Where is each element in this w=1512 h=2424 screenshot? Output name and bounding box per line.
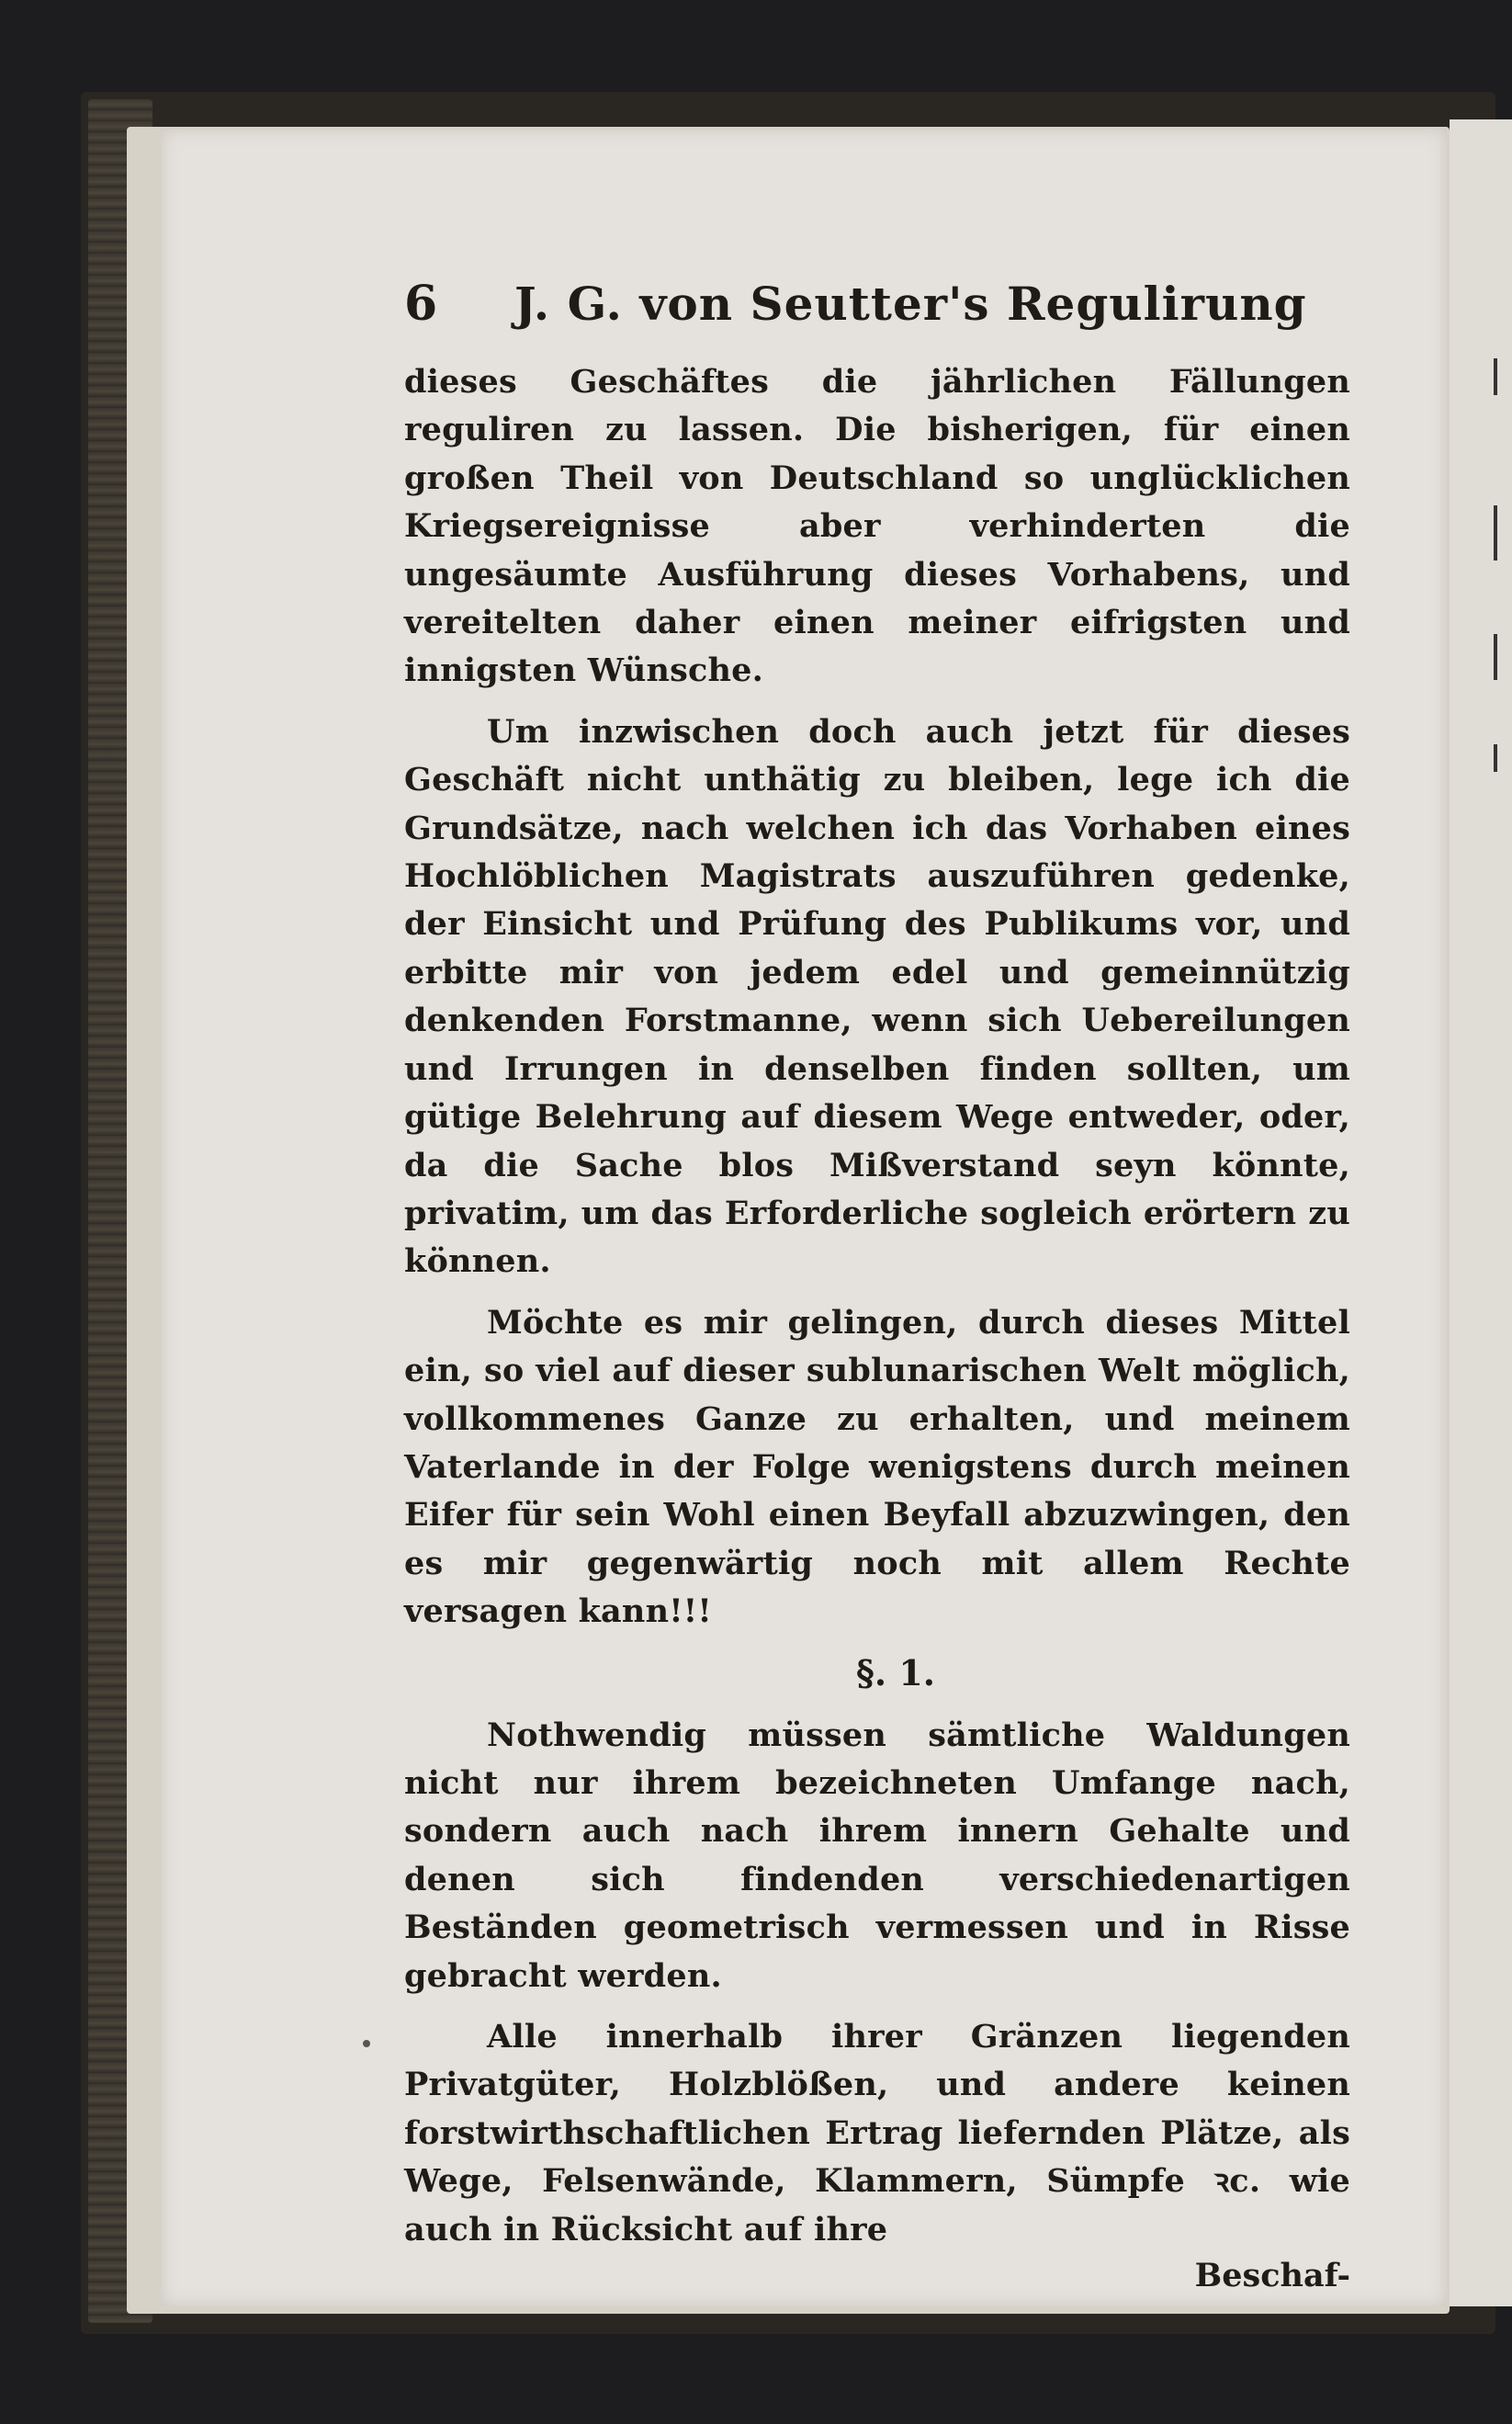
running-head: J. G. von Seutter's Regulirung xyxy=(514,277,1307,331)
section-heading: §. 1. xyxy=(855,1651,935,1693)
paragraph-2: Um inzwischen doch auch jetzt für dieses Geschäft nicht unthätig zu bleiben, lege ich die Grundsätze, nach welchen ich das Vorhaben eines Hochlöblichen Magistrats auszuführen gedenke, der Einsicht und Prüfung des Publikums vor, und erbitte mir von jedem edel und gemeinnützig denkenden Forstmanne, wenn sich Uebereilungen und Irrungen in denselben finden sollten, um gütige Belehrung auf diesem Wege entweder, oder, da die Sache blos Mißverstand seyn könnte, privatim, um das Erforderliche sogleich erörtern zu können. xyxy=(404,712,1350,1281)
paragraph-3: Möchte es mir gelingen, durch dieses Mittel ein, so viel auf dieser sublunarischen Welt möglich, vollkommenes Ganze zu erhalten, und meinem Vaterlande in der Folge wenigstens durch meinen Eifer für sein Wohl einen Beyfall abzuzwingen, den es mir gegenwärtig noch mit allem Rechte versagen kann!!! xyxy=(404,1303,1350,1631)
paragraph-5: Alle innerhalb ihrer Gränzen liegenden Privatgüter, Holzblößen, und andere keinen forstwirthschaftlichen Ertrag liefernden Plätze, als Wege, Felsenwände, Klammern, Sümpfe ꝛc. wie auch in Rücksicht auf ihre xyxy=(404,2018,1350,2248)
ink-speck xyxy=(363,2040,370,2047)
page-header xyxy=(404,276,1350,358)
facing-page-edge xyxy=(1450,119,1512,2306)
catchword: Beschaf- xyxy=(1194,2257,1350,2295)
page-number: 6 xyxy=(404,276,438,332)
page-content xyxy=(404,276,1350,2300)
paragraph-4: Nothwendig müssen sämtliche Waldungen nicht nur ihrem bezeichneten Umfange nach, sondern auch nach ihrem innern Gehalte und denen sich findenden verschiedenartigen Beständen geometrisch vermessen und in Risse gebracht werden. xyxy=(404,1716,1350,1995)
paragraph-1: dieses Geschäftes die jährlichen Fällungen reguliren zu lassen. Die bisherigen, für einen großen Theil von Deutschland so unglücklichen Kriegsereignisse aber verhinderten die ungesäumte Ausführung dieses Vorhabens, und vereitelten daher einen meiner eifrigsten und innigsten Wünsche. xyxy=(404,363,1350,690)
